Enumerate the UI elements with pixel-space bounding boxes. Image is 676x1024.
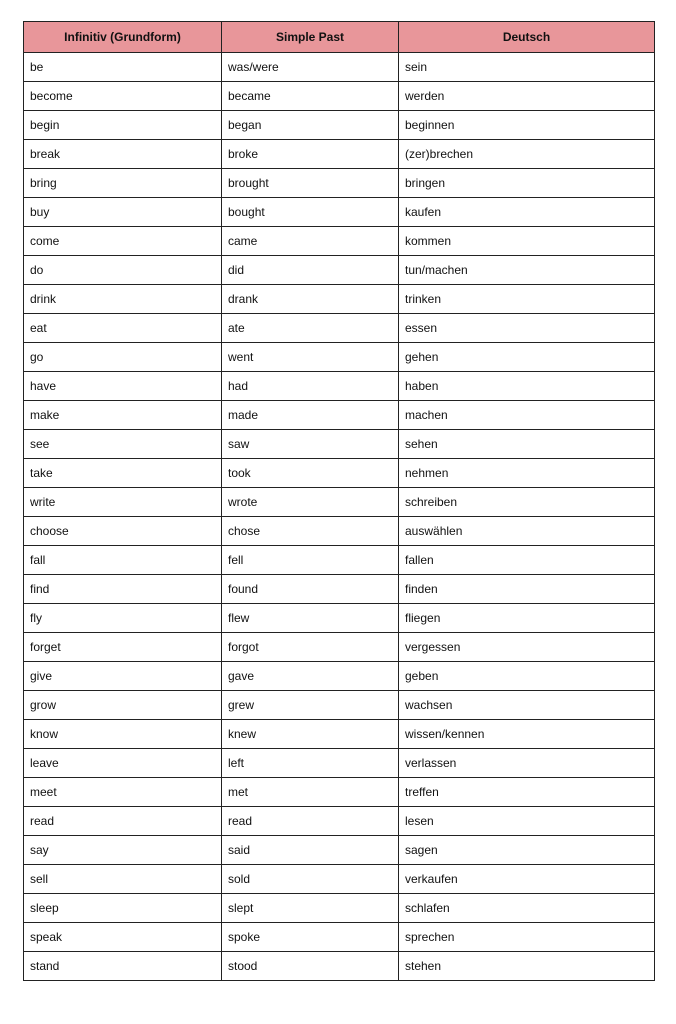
cell-infinitive: find xyxy=(24,575,222,604)
cell-german: tun/machen xyxy=(399,256,655,285)
cell-german: treffen xyxy=(399,778,655,807)
cell-simple-past: stood xyxy=(222,952,399,981)
cell-simple-past: brought xyxy=(222,169,399,198)
cell-german: machen xyxy=(399,401,655,430)
table-row xyxy=(24,749,655,778)
table-row xyxy=(24,372,655,401)
header-german: Deutsch xyxy=(399,22,655,53)
table-row xyxy=(24,198,655,227)
table-row xyxy=(24,343,655,372)
table-row xyxy=(24,256,655,285)
cell-infinitive: eat xyxy=(24,314,222,343)
cell-german: fallen xyxy=(399,546,655,575)
cell-german: nehmen xyxy=(399,459,655,488)
cell-german: (zer)brechen xyxy=(399,140,655,169)
cell-infinitive: grow xyxy=(24,691,222,720)
cell-german: sagen xyxy=(399,836,655,865)
cell-infinitive: sell xyxy=(24,865,222,894)
cell-simple-past: sold xyxy=(222,865,399,894)
table-row xyxy=(24,662,655,691)
cell-infinitive: have xyxy=(24,372,222,401)
cell-simple-past: gave xyxy=(222,662,399,691)
header-row xyxy=(24,22,655,53)
cell-simple-past: bought xyxy=(222,198,399,227)
table-body xyxy=(24,53,655,981)
cell-german: schreiben xyxy=(399,488,655,517)
cell-german: geben xyxy=(399,662,655,691)
cell-infinitive: do xyxy=(24,256,222,285)
cell-simple-past: was/were xyxy=(222,53,399,82)
cell-infinitive: leave xyxy=(24,749,222,778)
cell-simple-past: spoke xyxy=(222,923,399,952)
cell-infinitive: give xyxy=(24,662,222,691)
cell-simple-past: fell xyxy=(222,546,399,575)
cell-simple-past: slept xyxy=(222,894,399,923)
table-row xyxy=(24,227,655,256)
cell-german: kaufen xyxy=(399,198,655,227)
cell-german: werden xyxy=(399,82,655,111)
cell-german: sehen xyxy=(399,430,655,459)
cell-simple-past: went xyxy=(222,343,399,372)
cell-german: fliegen xyxy=(399,604,655,633)
table-row xyxy=(24,169,655,198)
cell-infinitive: speak xyxy=(24,923,222,952)
table-row xyxy=(24,894,655,923)
table-row xyxy=(24,691,655,720)
cell-simple-past: found xyxy=(222,575,399,604)
cell-simple-past: drank xyxy=(222,285,399,314)
table-row xyxy=(24,575,655,604)
table-row xyxy=(24,140,655,169)
cell-german: sein xyxy=(399,53,655,82)
cell-simple-past: left xyxy=(222,749,399,778)
cell-simple-past: took xyxy=(222,459,399,488)
table-row xyxy=(24,401,655,430)
cell-simple-past: chose xyxy=(222,517,399,546)
cell-simple-past: read xyxy=(222,807,399,836)
cell-simple-past: did xyxy=(222,256,399,285)
cell-infinitive: come xyxy=(24,227,222,256)
cell-simple-past: became xyxy=(222,82,399,111)
cell-simple-past: said xyxy=(222,836,399,865)
cell-german: trinken xyxy=(399,285,655,314)
cell-infinitive: choose xyxy=(24,517,222,546)
cell-infinitive: say xyxy=(24,836,222,865)
table-row xyxy=(24,430,655,459)
cell-infinitive: drink xyxy=(24,285,222,314)
cell-german: lesen xyxy=(399,807,655,836)
cell-german: verlassen xyxy=(399,749,655,778)
cell-infinitive: become xyxy=(24,82,222,111)
cell-german: kommen xyxy=(399,227,655,256)
cell-infinitive: see xyxy=(24,430,222,459)
table-header xyxy=(24,22,655,53)
cell-german: vergessen xyxy=(399,633,655,662)
table-row xyxy=(24,285,655,314)
cell-simple-past: made xyxy=(222,401,399,430)
cell-infinitive: fly xyxy=(24,604,222,633)
table-row xyxy=(24,111,655,140)
table-row xyxy=(24,546,655,575)
verb-table xyxy=(23,21,655,981)
cell-infinitive: take xyxy=(24,459,222,488)
cell-infinitive: go xyxy=(24,343,222,372)
table-row xyxy=(24,82,655,111)
cell-german: auswählen xyxy=(399,517,655,546)
table-row xyxy=(24,604,655,633)
table-row xyxy=(24,807,655,836)
cell-german: schlafen xyxy=(399,894,655,923)
table-row xyxy=(24,314,655,343)
cell-simple-past: came xyxy=(222,227,399,256)
cell-simple-past: broke xyxy=(222,140,399,169)
cell-infinitive: meet xyxy=(24,778,222,807)
table-row xyxy=(24,517,655,546)
cell-simple-past: grew xyxy=(222,691,399,720)
cell-infinitive: be xyxy=(24,53,222,82)
cell-infinitive: read xyxy=(24,807,222,836)
cell-german: finden xyxy=(399,575,655,604)
table-row xyxy=(24,459,655,488)
cell-simple-past: began xyxy=(222,111,399,140)
cell-simple-past: saw xyxy=(222,430,399,459)
cell-simple-past: met xyxy=(222,778,399,807)
cell-simple-past: ate xyxy=(222,314,399,343)
cell-infinitive: stand xyxy=(24,952,222,981)
table-row xyxy=(24,53,655,82)
cell-infinitive: bring xyxy=(24,169,222,198)
cell-german: sprechen xyxy=(399,923,655,952)
cell-german: wachsen xyxy=(399,691,655,720)
cell-infinitive: fall xyxy=(24,546,222,575)
cell-german: stehen xyxy=(399,952,655,981)
cell-german: haben xyxy=(399,372,655,401)
cell-german: essen xyxy=(399,314,655,343)
cell-simple-past: had xyxy=(222,372,399,401)
header-infinitive: Infinitiv (Grundform) xyxy=(24,22,222,53)
table-row xyxy=(24,778,655,807)
cell-german: verkaufen xyxy=(399,865,655,894)
table-row xyxy=(24,952,655,981)
cell-german: bringen xyxy=(399,169,655,198)
cell-german: gehen xyxy=(399,343,655,372)
cell-infinitive: sleep xyxy=(24,894,222,923)
table-row xyxy=(24,720,655,749)
cell-infinitive: write xyxy=(24,488,222,517)
cell-german: wissen/kennen xyxy=(399,720,655,749)
cell-german: beginnen xyxy=(399,111,655,140)
cell-simple-past: forgot xyxy=(222,633,399,662)
table-row xyxy=(24,633,655,662)
table-row xyxy=(24,488,655,517)
cell-simple-past: flew xyxy=(222,604,399,633)
cell-infinitive: buy xyxy=(24,198,222,227)
cell-simple-past: wrote xyxy=(222,488,399,517)
cell-infinitive: break xyxy=(24,140,222,169)
cell-infinitive: make xyxy=(24,401,222,430)
cell-infinitive: begin xyxy=(24,111,222,140)
header-simple-past: Simple Past xyxy=(222,22,399,53)
cell-infinitive: know xyxy=(24,720,222,749)
table-row xyxy=(24,865,655,894)
table-row xyxy=(24,836,655,865)
table-row xyxy=(24,923,655,952)
cell-simple-past: knew xyxy=(222,720,399,749)
cell-infinitive: forget xyxy=(24,633,222,662)
